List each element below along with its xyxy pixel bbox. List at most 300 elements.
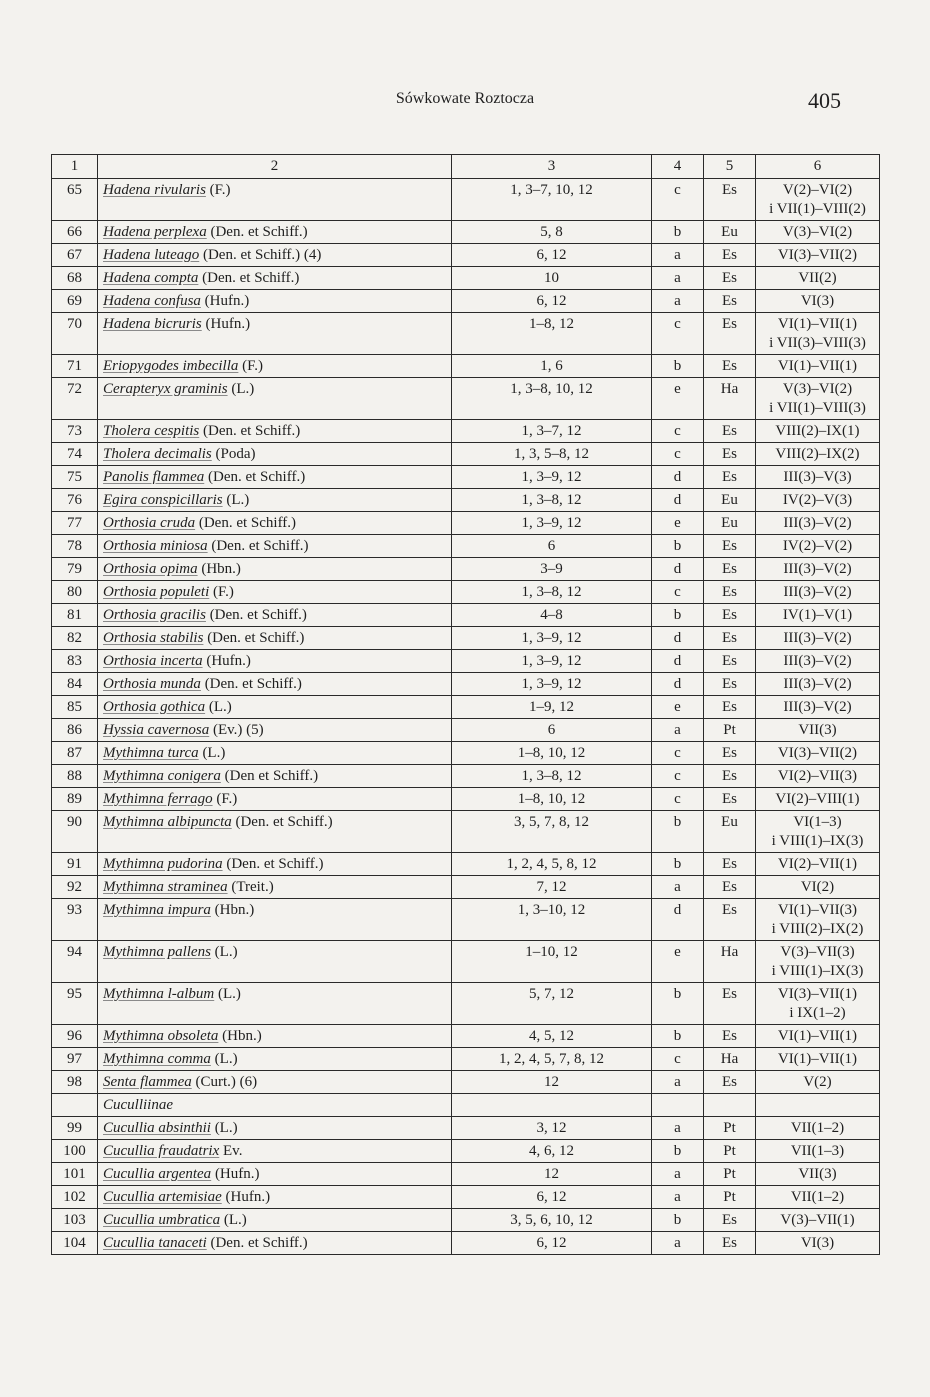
abundance-text: d	[673, 630, 682, 646]
subfamily-row	[52, 1094, 880, 1117]
species-cell	[98, 355, 452, 378]
row-number-text: 80	[67, 584, 82, 600]
table-row	[52, 179, 880, 221]
row-number-text: 76	[67, 492, 82, 508]
species-table	[51, 154, 880, 1255]
zoogeography-text: Es	[722, 316, 737, 332]
flight-period-cell	[756, 420, 880, 443]
abundance-cell	[652, 696, 704, 719]
flight-period-text: VI(2)–VII(3)	[777, 768, 858, 784]
species-name: Mythimna l-album	[103, 986, 215, 1002]
species-author: (Den. et Schiff.)	[231, 814, 333, 830]
localities-text: 6, 12	[536, 293, 567, 309]
flight-period-cell	[756, 512, 880, 535]
species-author: (Hbn.)	[218, 1028, 262, 1044]
abundance-cell	[652, 742, 704, 765]
abundance-text: b	[673, 224, 682, 240]
zoogeography-text: Pt	[723, 1120, 736, 1136]
row-number-text: 88	[67, 768, 82, 784]
abundance-text: a	[674, 722, 681, 738]
zoogeography-text: Es	[722, 247, 737, 263]
zoogeography-text: Ha	[720, 944, 739, 960]
table-row	[52, 581, 880, 604]
row-number-text: 96	[67, 1028, 82, 1044]
row-number	[52, 1048, 98, 1071]
species-cell	[98, 489, 452, 512]
flight-period-cell	[756, 535, 880, 558]
species-author: (Ev.) (5)	[209, 722, 264, 738]
zoogeography-cell	[704, 221, 756, 244]
abundance-text: a	[674, 1166, 681, 1182]
flight-period-text: VI(1–3)	[793, 814, 842, 830]
species-cell	[98, 765, 452, 788]
abundance-text: e	[674, 515, 681, 531]
zoogeography-cell	[704, 581, 756, 604]
species-author: (Den. et Schiff.)	[206, 1235, 308, 1251]
localities-cell	[452, 811, 652, 853]
localities-text: 1, 3–8, 12	[521, 584, 582, 600]
flight-period-second-text: i VII(1)–VIII(2)	[769, 201, 866, 217]
row-number-text: 83	[67, 653, 82, 669]
species-cell	[98, 179, 452, 221]
flight-period-cell	[756, 313, 880, 355]
zoogeography-cell	[704, 627, 756, 650]
species-cell	[98, 1094, 452, 1117]
localities-cell	[452, 244, 652, 267]
flight-period-cell	[756, 1117, 880, 1140]
zoogeography-text: Es	[722, 270, 737, 286]
table-row	[52, 244, 880, 267]
abundance-text: a	[674, 1074, 681, 1090]
zoogeography-cell	[704, 696, 756, 719]
flight-period-cell	[756, 244, 880, 267]
row-number	[52, 1232, 98, 1255]
zoogeography-text: Eu	[721, 224, 738, 240]
abundance-cell	[652, 1117, 704, 1140]
flight-period-cell	[756, 899, 880, 941]
localities-text: 1, 3–8, 12	[521, 492, 582, 508]
zoogeography-cell	[704, 876, 756, 899]
species-cell	[98, 420, 452, 443]
table-row	[52, 1071, 880, 1094]
localities-cell	[452, 489, 652, 512]
row-number-text: 85	[67, 699, 82, 715]
row-number-text: 66	[67, 224, 82, 240]
flight-period-text: III(3)–V(2)	[783, 561, 852, 577]
species-cell	[98, 811, 452, 853]
row-number-text: 75	[67, 469, 82, 485]
localities-cell	[452, 696, 652, 719]
flight-period-cell	[756, 355, 880, 378]
abundance-text: a	[674, 1235, 681, 1251]
zoogeography-cell	[704, 267, 756, 290]
zoogeography-text: Eu	[721, 492, 738, 508]
row-number	[52, 466, 98, 489]
row-number-text: 71	[67, 358, 82, 374]
species-author: (Den. et Schiff.)	[203, 630, 305, 646]
localities-cell	[452, 1163, 652, 1186]
table-row	[52, 696, 880, 719]
row-number-text: 95	[67, 986, 82, 1002]
table-row	[52, 1163, 880, 1186]
localities-cell	[452, 290, 652, 313]
abundance-text: b	[673, 358, 682, 374]
row-number	[52, 512, 98, 535]
flight-period-text: VI(1)–VII(1)	[777, 1028, 858, 1044]
zoogeography-text: Ha	[720, 1051, 739, 1067]
species-author: (Den. et Schiff.) (4)	[199, 247, 322, 263]
abundance-text: b	[673, 607, 682, 623]
species-cell	[98, 742, 452, 765]
abundance-text: d	[673, 676, 682, 692]
species-name: Cucullia tanaceti	[103, 1235, 207, 1251]
localities-cell	[452, 1025, 652, 1048]
zoogeography-text: Es	[722, 293, 737, 309]
row-number	[52, 420, 98, 443]
table-row	[52, 443, 880, 466]
row-number-text: 69	[67, 293, 82, 309]
species-author: (L.)	[205, 699, 232, 715]
row-number-text: 81	[67, 607, 82, 623]
species-name: Hadena compta	[103, 270, 199, 286]
row-number	[52, 876, 98, 899]
zoogeography-cell	[704, 1163, 756, 1186]
flight-period-text: VI(2)–VIII(1)	[775, 791, 860, 807]
zoogeography-cell	[704, 378, 756, 420]
flight-period-text: VII(3)	[798, 1166, 837, 1182]
abundance-cell	[652, 650, 704, 673]
zoogeography-text: Pt	[723, 1143, 736, 1159]
abundance-text: e	[674, 944, 681, 960]
species-cell	[98, 313, 452, 355]
table-row	[52, 1117, 880, 1140]
row-number	[52, 1071, 98, 1094]
table-row	[52, 267, 880, 290]
flight-period-cell	[756, 788, 880, 811]
row-number	[52, 696, 98, 719]
abundance-text: b	[673, 856, 682, 872]
zoogeography-cell	[704, 420, 756, 443]
localities-cell	[452, 1186, 652, 1209]
abundance-cell	[652, 489, 704, 512]
species-author: (Den. et Schiff.)	[205, 607, 307, 623]
species-author: (F.)	[205, 182, 231, 198]
zoogeography-text: Ha	[720, 381, 739, 397]
localities-text: 4, 5, 12	[529, 1028, 574, 1044]
abundance-cell	[652, 673, 704, 696]
flight-period-text: V(2)–VI(2)	[782, 182, 853, 198]
table-row	[52, 378, 880, 420]
species-cell	[98, 1232, 452, 1255]
localities-text: 5, 8	[540, 224, 563, 240]
species-author: (F.)	[238, 358, 264, 374]
row-number	[52, 290, 98, 313]
abundance-cell	[652, 899, 704, 941]
localities-cell	[452, 1094, 652, 1117]
row-number	[52, 899, 98, 941]
localities-text: 1, 3–9, 12	[521, 630, 582, 646]
zoogeography-cell	[704, 443, 756, 466]
species-name: Mythimna pudorina	[103, 856, 223, 872]
abundance-text: b	[673, 538, 682, 554]
localities-text: 1, 3–9, 12	[521, 676, 582, 692]
flight-period-cell	[756, 466, 880, 489]
abundance-text: b	[673, 1143, 682, 1159]
localities-cell	[452, 765, 652, 788]
flight-period-cell	[756, 719, 880, 742]
species-author: (L.)	[227, 381, 255, 397]
species-name: Orthosia cruda	[103, 515, 196, 531]
row-number-text: 82	[67, 630, 82, 646]
species-name: Mythimna impura	[103, 902, 211, 918]
zoogeography-text: Es	[722, 607, 737, 623]
species-author: (Den. et Schiff.)	[222, 856, 324, 872]
abundance-text: a	[674, 293, 681, 309]
zoogeography-cell	[704, 512, 756, 535]
zoogeography-text: Es	[722, 791, 737, 807]
zoogeography-text: Eu	[721, 515, 738, 531]
abundance-text: b	[673, 986, 682, 1002]
abundance-cell	[652, 941, 704, 983]
species-cell	[98, 627, 452, 650]
row-number	[52, 378, 98, 420]
zoogeography-cell	[704, 941, 756, 983]
table-row	[52, 290, 880, 313]
row-number-text: 84	[67, 676, 82, 692]
localities-text: 10	[544, 270, 559, 286]
row-number-text: 93	[67, 902, 82, 918]
flight-period-text: VIII(2)–IX(2)	[775, 446, 860, 462]
species-name: Panolis flammea	[103, 469, 205, 485]
flight-period-cell	[756, 1048, 880, 1071]
localities-text: 1, 3–9, 12	[521, 653, 582, 669]
zoogeography-cell	[704, 650, 756, 673]
zoogeography-cell	[704, 489, 756, 512]
species-cell	[98, 1209, 452, 1232]
flight-period-text: III(3)–V(3)	[783, 469, 852, 485]
zoogeography-cell	[704, 788, 756, 811]
column-header: 3	[452, 155, 652, 179]
row-number	[52, 673, 98, 696]
row-number	[52, 313, 98, 355]
zoogeography-cell	[704, 535, 756, 558]
zoogeography-text: Pt	[723, 1166, 736, 1182]
row-number	[52, 244, 98, 267]
table-row	[52, 983, 880, 1025]
localities-text: 1–8, 12	[529, 316, 574, 332]
row-number	[52, 765, 98, 788]
species-name: Orthosia gothica	[103, 699, 206, 715]
zoogeography-text: Es	[722, 745, 737, 761]
species-author: (Poda)	[211, 446, 256, 462]
zoogeography-cell	[704, 604, 756, 627]
species-author: (Den. et Schiff.)	[199, 423, 301, 439]
localities-cell	[452, 742, 652, 765]
species-author: (Den. et Schiff.)	[200, 676, 302, 692]
row-number-text: 65	[67, 182, 82, 198]
species-name: Cucullia argentea	[103, 1166, 212, 1182]
table-row	[52, 420, 880, 443]
flight-period-cell	[756, 673, 880, 696]
flight-period-text: VI(3)	[800, 293, 835, 309]
row-number-text: 92	[67, 879, 82, 895]
species-cell	[98, 604, 452, 627]
species-name: Mythimna albipuncta	[103, 814, 232, 830]
localities-text: 1, 3–7, 10, 12	[510, 182, 593, 198]
species-author: (Den. et Schiff.)	[195, 515, 297, 531]
localities-text: 6	[547, 722, 556, 738]
abundance-cell	[652, 581, 704, 604]
localities-text: 4–8	[540, 607, 563, 623]
row-number	[52, 788, 98, 811]
flight-period-cell	[756, 765, 880, 788]
flight-period-text: IV(1)–V(1)	[782, 607, 853, 623]
localities-cell	[452, 1071, 652, 1094]
zoogeography-cell	[704, 1025, 756, 1048]
table-row	[52, 1140, 880, 1163]
table-row	[52, 673, 880, 696]
row-number-text: 70	[67, 316, 82, 332]
flight-period-text: VII(1–3)	[790, 1143, 845, 1159]
species-name: Cerapteryx graminis	[103, 381, 228, 397]
zoogeography-text: Es	[722, 879, 737, 895]
species-name: Orthosia opima	[103, 561, 198, 577]
species-author: (Den. et Schiff.)	[198, 270, 300, 286]
table-row	[52, 1232, 880, 1255]
flight-period-text: VI(1)–VII(1)	[777, 358, 858, 374]
abundance-cell	[652, 1071, 704, 1094]
localities-text: 12	[544, 1074, 559, 1090]
abundance-text: a	[674, 270, 681, 286]
species-name: Eriopygodes imbecilla	[103, 358, 239, 374]
species-author: (Den. et Schiff.)	[206, 224, 308, 240]
flight-period-cell	[756, 443, 880, 466]
species-author: (F.)	[212, 791, 238, 807]
column-header: 4	[652, 155, 704, 179]
table-row	[52, 853, 880, 876]
localities-cell	[452, 1140, 652, 1163]
localities-text: 1, 2, 4, 5, 8, 12	[506, 856, 597, 872]
species-author: (Hufn.)	[221, 1189, 271, 1205]
abundance-text: c	[674, 446, 681, 462]
localities-cell	[452, 1117, 652, 1140]
species-author: (L.)	[210, 1051, 238, 1067]
species-author: Ev.	[219, 1143, 243, 1159]
abundance-cell	[652, 1025, 704, 1048]
species-cell	[98, 1186, 452, 1209]
flight-period-text: V(3)–VI(2)	[782, 224, 853, 240]
localities-cell	[452, 673, 652, 696]
species-name: Cucullia umbratica	[103, 1212, 221, 1228]
abundance-text: d	[673, 492, 682, 508]
flight-period-cell	[756, 179, 880, 221]
zoogeography-text: Es	[722, 423, 737, 439]
flight-period-text: VI(2)–VII(1)	[777, 856, 858, 872]
flight-period-cell	[756, 290, 880, 313]
table-row	[52, 941, 880, 983]
zoogeography-text: Es	[722, 699, 737, 715]
running-header: Sówkowate Roztocza	[395, 90, 535, 107]
zoogeography-cell	[704, 244, 756, 267]
row-number	[52, 719, 98, 742]
flight-period-cell	[756, 604, 880, 627]
flight-period-text: VII(3)	[798, 722, 837, 738]
species-cell	[98, 290, 452, 313]
zoogeography-text: Es	[722, 1212, 737, 1228]
flight-period-cell	[756, 811, 880, 853]
row-number	[52, 811, 98, 853]
species-cell	[98, 512, 452, 535]
table-row	[52, 512, 880, 535]
zoogeography-cell	[704, 1048, 756, 1071]
abundance-text: c	[674, 791, 681, 807]
flight-period-cell	[756, 1163, 880, 1186]
flight-period-cell	[756, 876, 880, 899]
table-row	[52, 742, 880, 765]
row-number-text: 99	[67, 1120, 82, 1136]
localities-text: 1, 3, 5–8, 12	[514, 446, 589, 462]
species-name: Cucullia artemisiae	[103, 1189, 222, 1205]
row-number	[52, 1186, 98, 1209]
localities-cell	[452, 876, 652, 899]
row-number	[52, 489, 98, 512]
species-author: (Hufn.)	[211, 1166, 260, 1182]
zoogeography-cell	[704, 179, 756, 221]
species-cell	[98, 581, 452, 604]
species-cell	[98, 466, 452, 489]
abundance-text: c	[674, 1051, 681, 1067]
localities-cell	[452, 535, 652, 558]
species-cell	[98, 899, 452, 941]
abundance-cell	[652, 627, 704, 650]
flight-period-text: V(3)–VII(3)	[780, 944, 855, 960]
species-cell	[98, 696, 452, 719]
row-number	[52, 604, 98, 627]
table-row	[52, 650, 880, 673]
column-header: 5	[704, 155, 756, 179]
table-row	[52, 899, 880, 941]
table-row	[52, 355, 880, 378]
species-name: Mythimna ferrago	[103, 791, 213, 807]
species-author: (Den et Schiff.)	[220, 768, 319, 784]
zoogeography-cell	[704, 742, 756, 765]
localities-text: 1, 3–8, 10, 12	[510, 381, 593, 397]
abundance-cell	[652, 604, 704, 627]
localities-text: 1, 3–8, 12	[521, 768, 582, 784]
localities-text: 1, 2, 4, 5, 7, 8, 12	[499, 1051, 604, 1067]
flight-period-text: III(3)–V(2)	[783, 699, 852, 715]
zoogeography-text: Es	[722, 630, 737, 646]
flight-period-text: VII(1–2)	[790, 1120, 845, 1136]
flight-period-second-text: i VIII(2)–IX(2)	[771, 921, 864, 937]
species-name: Senta flammea	[103, 1074, 192, 1090]
row-number	[52, 941, 98, 983]
table-row	[52, 1209, 880, 1232]
table-row	[52, 765, 880, 788]
row-number-text: 94	[67, 944, 82, 960]
abundance-text: c	[674, 584, 681, 600]
abundance-cell	[652, 313, 704, 355]
localities-cell	[452, 443, 652, 466]
species-author: (Den. et Schiff.)	[207, 538, 309, 554]
species-name: Mythimna conigera	[103, 768, 221, 784]
column-header: 6	[756, 155, 880, 179]
species-name: Tholera cespitis	[103, 423, 200, 439]
row-number-text: 104	[63, 1235, 86, 1251]
row-number	[52, 742, 98, 765]
row-number-text: 72	[67, 381, 82, 397]
localities-text: 4, 6, 12	[529, 1143, 574, 1159]
